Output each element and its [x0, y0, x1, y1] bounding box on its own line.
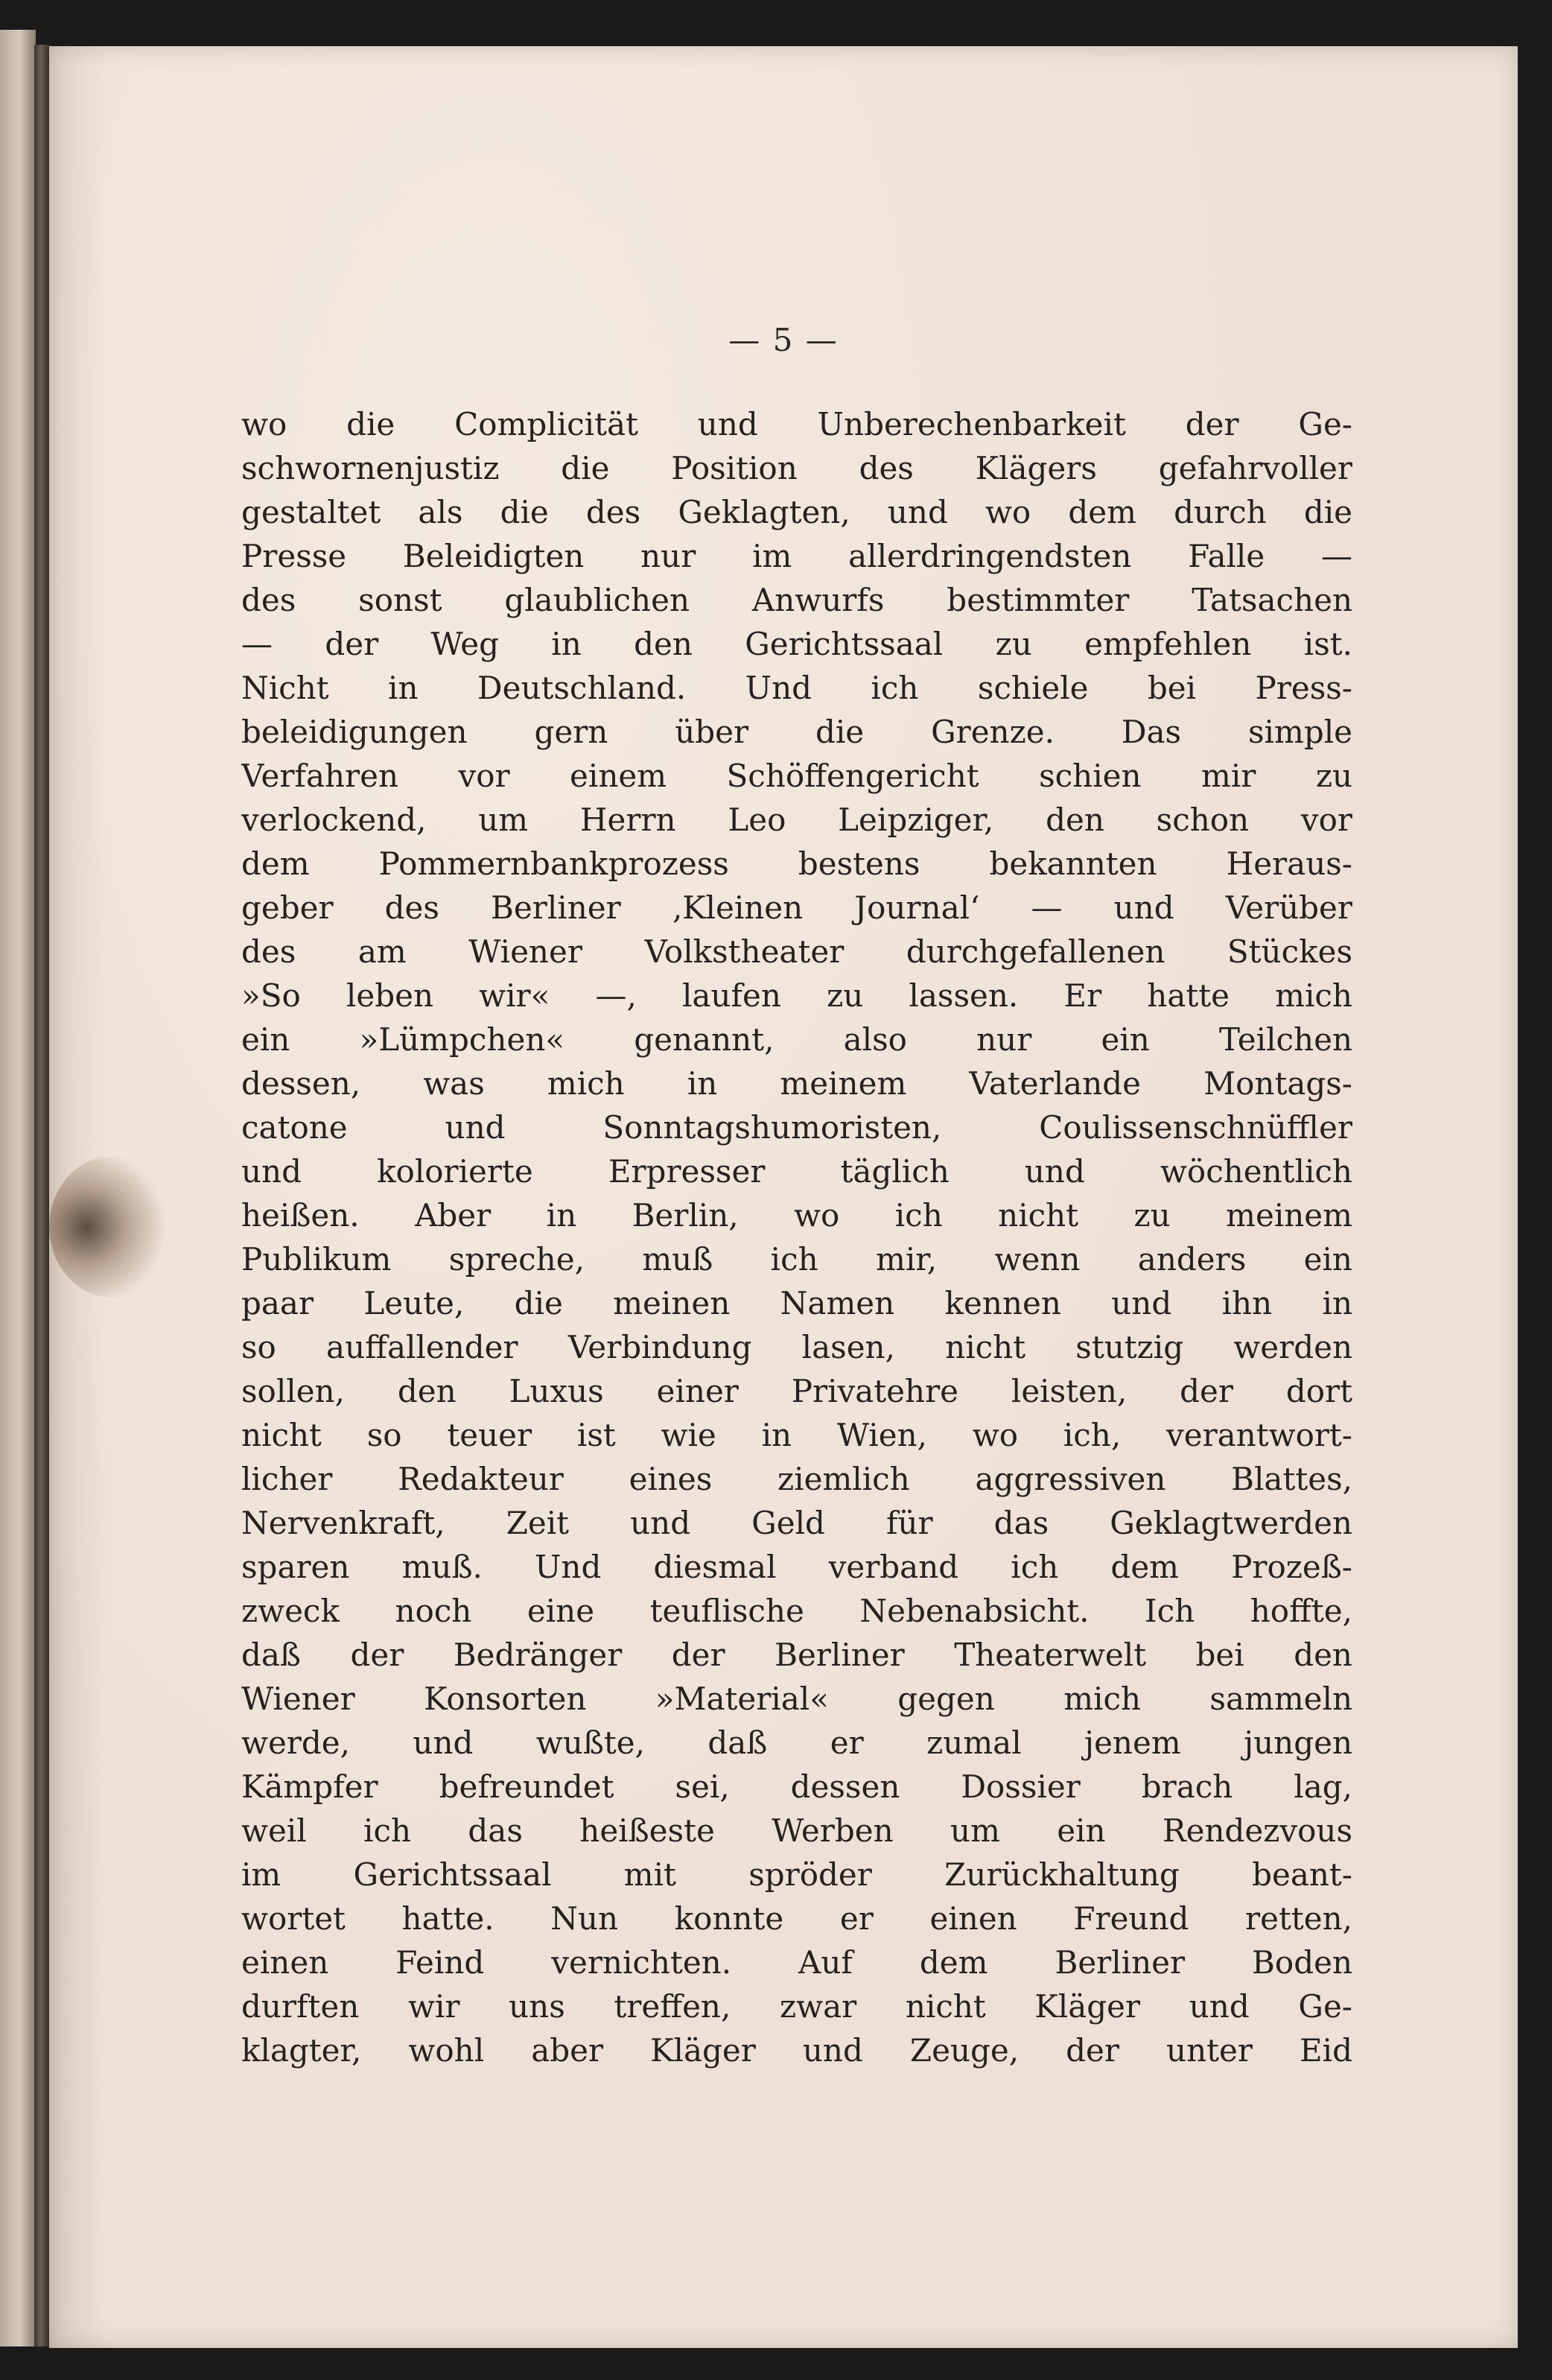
text-line: klagter, wohl aber Kläger und Zeuge, der unter Eid	[241, 2032, 1352, 2069]
text-line: Nicht in Deutschland. Und ich schiele bei Press-	[241, 670, 1352, 706]
text-line: — der Weg in den Gerichtssaal zu empfehlen ist.	[241, 626, 1352, 662]
text-line: zweck noch eine teuflische Nebenabsicht. Ich hoffte,	[241, 1593, 1352, 1629]
text-line: werde, und wußte, daß er zumal jenem jungen	[241, 1724, 1352, 1761]
text-line: beleidigungen gern über die Grenze. Das simple	[241, 714, 1352, 750]
text-line: paar Leute, die meinen Namen kennen und ihn in	[241, 1285, 1352, 1321]
page-sheet	[49, 46, 1518, 2348]
text-line: schwornenjustiz die Position des Klägers gefahrvoller	[241, 450, 1352, 486]
text-line: so auffallender Verbindung lasen, nicht stutzig werden	[241, 1329, 1352, 1365]
text-line: durften wir uns treffen, zwar nicht Kläger und Ge-	[241, 1988, 1352, 2025]
text-line: heißen. Aber in Berlin, wo ich nicht zu meinem	[241, 1197, 1352, 1234]
text-line: im Gerichtssaal mit spröder Zurückhaltung beant-	[241, 1856, 1352, 1893]
text-line: licher Redakteur eines ziemlich aggressiven Blattes,	[241, 1461, 1352, 1497]
text-line: weil ich das heißeste Werben um ein Rendezvous	[241, 1812, 1352, 1849]
text-line: verlockend, um Herrn Leo Leipziger, den schon vor	[241, 802, 1352, 838]
text-line: ein »Lümpchen« genannt, also nur ein Teilchen	[241, 1021, 1352, 1058]
text-line: dessen, was mich in meinem Vaterlande Montags-	[241, 1065, 1352, 1102]
text-line: gestaltet als die des Geklagten, und wo dem durch die	[241, 494, 1352, 530]
text-line: dem Pommernbankprozess bestens bekannten Heraus-	[241, 845, 1352, 882]
text-line: wo die Complicität und Unberechenbarkeit der Ge-	[241, 406, 1352, 442]
text-line: Verfahren vor einem Schöffengericht schien mir zu	[241, 758, 1352, 794]
text-line: wortet hatte. Nun konnte er einen Freund retten,	[241, 1900, 1352, 1937]
body-text	[241, 402, 1352, 2227]
text-line: des am Wiener Volkstheater durchgefallenen Stückes	[241, 933, 1352, 970]
text-line: daß der Bedränger der Berliner Theaterwelt bei den	[241, 1637, 1352, 1673]
text-line: des sonst glaublichen Anwurfs bestimmter Tatsachen	[241, 582, 1352, 618]
text-line: Presse Beleidigten nur im allerdringendsten Falle —	[241, 538, 1352, 574]
text-line: catone und Sonntagshumoristen, Coulissenschnüffler	[241, 1109, 1352, 1146]
stain-mark	[49, 1156, 176, 1298]
text-line: »So leben wir« —, laufen zu lassen. Er hatte mich	[241, 977, 1352, 1014]
text-line: nicht so teuer ist wie in Wien, wo ich, verantwort-	[241, 1417, 1352, 1453]
text-line: einen Feind vernichten. Auf dem Berliner Boden	[241, 1944, 1352, 1981]
binding-gutter	[34, 45, 51, 2346]
text-line: sollen, den Luxus einer Privatehre leisten, der dort	[241, 1373, 1352, 1409]
text-line: sparen muß. Und diesmal verband ich dem Prozeß-	[241, 1549, 1352, 1585]
previous-page-edge	[0, 30, 36, 2346]
text-line: und kolorierte Erpresser täglich und wöchentlich	[241, 1153, 1352, 1190]
text-line: Nervenkraft, Zeit und Geld für das Geklagtwerden	[241, 1505, 1352, 1541]
text-line: Kämpfer befreundet sei, dessen Dossier brach lag,	[241, 1768, 1352, 1805]
text-line: Publikum spreche, muß ich mir, wenn anders ein	[241, 1241, 1352, 1278]
text-line: Wiener Konsorten »Material« gegen mich sammeln	[241, 1681, 1352, 1717]
page-number: — 5 —	[728, 322, 839, 358]
text-line: geber des Berliner ‚Kleinen Journal‘ — und Verüber	[241, 889, 1352, 926]
